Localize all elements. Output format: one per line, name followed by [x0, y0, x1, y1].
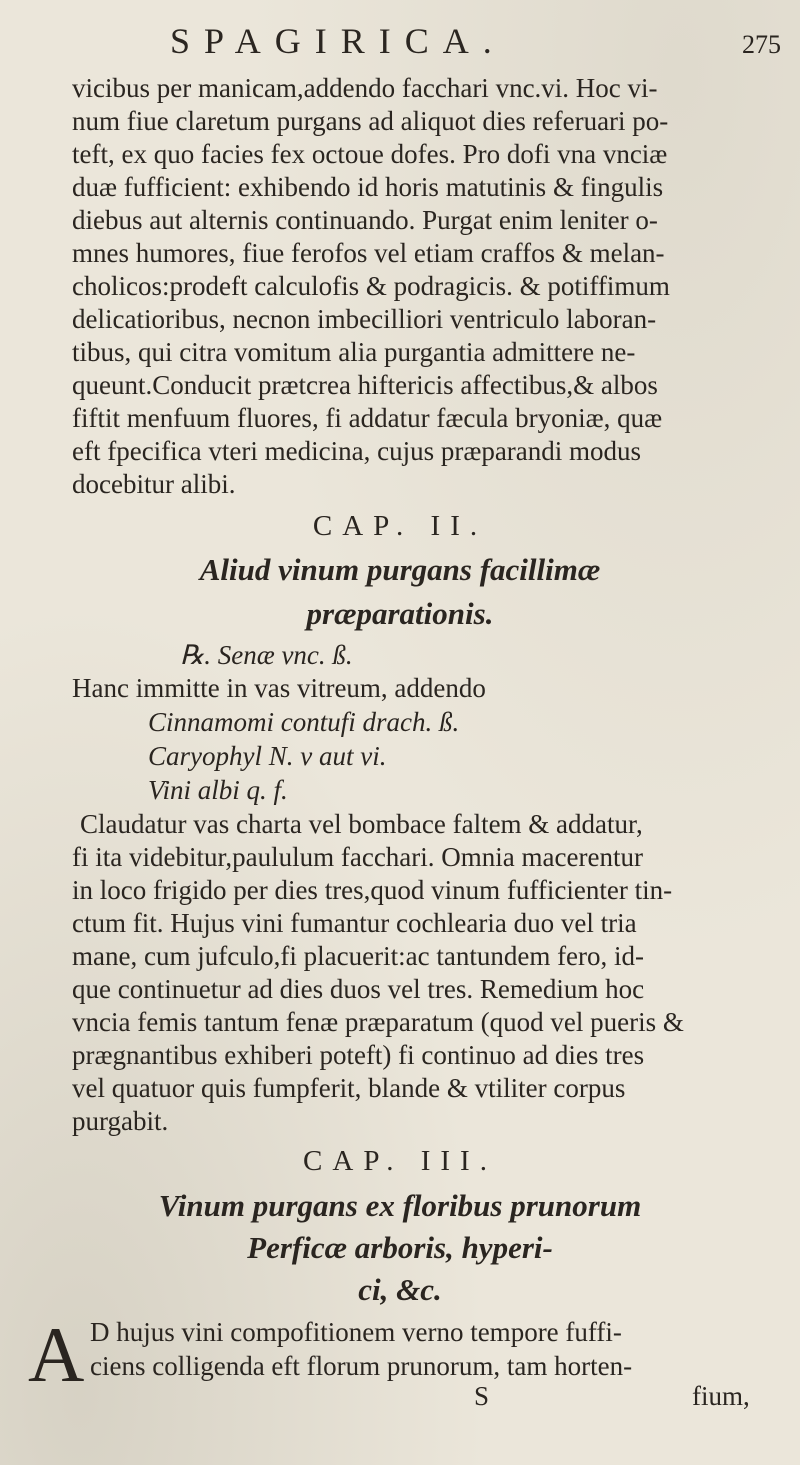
chapter-title: præparationis. [306, 596, 494, 631]
chapter-heading: CAP. III. [303, 1145, 497, 1177]
text-line: purgabit. [72, 1106, 169, 1136]
ingredient-line: Caryophyl N. v aut vi. [148, 741, 387, 771]
text-line: mane, cum jufculo,fi placuerit:ac tantundem fero, id- [72, 941, 645, 971]
text-line: ctum fit. Hujus vini fumantur cochlearia duo vel tria [72, 908, 637, 938]
recipe-line: ℞. Senæ vnc. ß. [180, 640, 353, 670]
text-line: docebitur alibi. [72, 469, 236, 499]
text-line: vicibus per manicam,addendo facchari vnc.vi. Hoc vi- [72, 73, 658, 103]
signature-mark: S [474, 1381, 490, 1411]
chapter-title: Perficæ arboris, hyperi- [247, 1230, 553, 1265]
text-line: D hujus vini compofitionem verno tempore fuffi- [90, 1317, 622, 1347]
text-line: tibus, qui citra vomitum alia purgantia admittere ne- [72, 337, 636, 367]
text-line: prægnantibus exhiberi poteft) fi continuo ad dies tres [72, 1040, 645, 1070]
text-line: mnes humores, fiue ferofos vel etiam craffos & melan- [72, 238, 665, 268]
chapter-heading: CAP. II. [312, 510, 488, 542]
text-line: vncia femis tantum fenæ præparatum (quod vel pueris & [72, 1007, 684, 1037]
text-line: ciens colligenda eft florum prunorum, tam horten- [90, 1351, 633, 1381]
chapter-title: ci, &c. [358, 1272, 442, 1307]
text-line: Claudatur vas charta vel bombace faltem & addatur, [80, 809, 643, 839]
text-line: fi ita videbitur,paululum facchari. Omnia macerentur [72, 842, 643, 872]
text-line: eft fpecifica vteri medicina, cujus præparandi modus [72, 436, 642, 466]
ingredient-line: Vini albi q. f. [148, 775, 288, 805]
text-line: vel quatuor quis fumpferit, blande & vtiliter corpus [72, 1073, 626, 1103]
text-line: num fiue claretum purgans ad aliquot dies referuari po- [72, 106, 669, 136]
ingredient-line: Cinnamomi contufi drach. ß. [148, 707, 460, 737]
text-line: fiftit menfuum fluores, fi addatur fæcula bryoniæ, quæ [72, 403, 663, 433]
text-line: in loco frigido per dies tres,quod vinum fufficienter tin- [72, 875, 673, 905]
page-header [0, 20, 800, 70]
text-line: cholicos:prodeft calculofis & podragicis. & potiffimum [72, 271, 670, 301]
running-head: SPAGIRICA. [170, 21, 506, 61]
catchword: fium, [692, 1381, 750, 1411]
text-line: Hanc immitte in vas vitreum, addendo [72, 673, 486, 703]
text-line: diebus aut alternis continuando. Purgat enim leniter o- [72, 205, 658, 235]
text-line: teft, ex quo facies fex octoue dofes. Pro dofi vna vnciæ [72, 139, 668, 169]
drop-cap: A [28, 1311, 85, 1398]
text-line: queunt.Conducit prætcrea hiftericis affectibus,& albos [72, 370, 658, 400]
chapter-title: Vinum purgans ex floribus prunorum [158, 1188, 642, 1223]
text-line: que continuetur ad dies duos vel tres. Remedium hoc [72, 974, 645, 1004]
chapter-title: Aliud vinum purgans facillimæ [199, 552, 601, 587]
page-number: 275 [742, 30, 781, 59]
text-line: duæ fufficient: exhibendo id horis matutinis & fingulis [72, 172, 664, 202]
text-line: delicatioribus, necnon imbecilliori ventriculo laboran- [72, 304, 657, 334]
